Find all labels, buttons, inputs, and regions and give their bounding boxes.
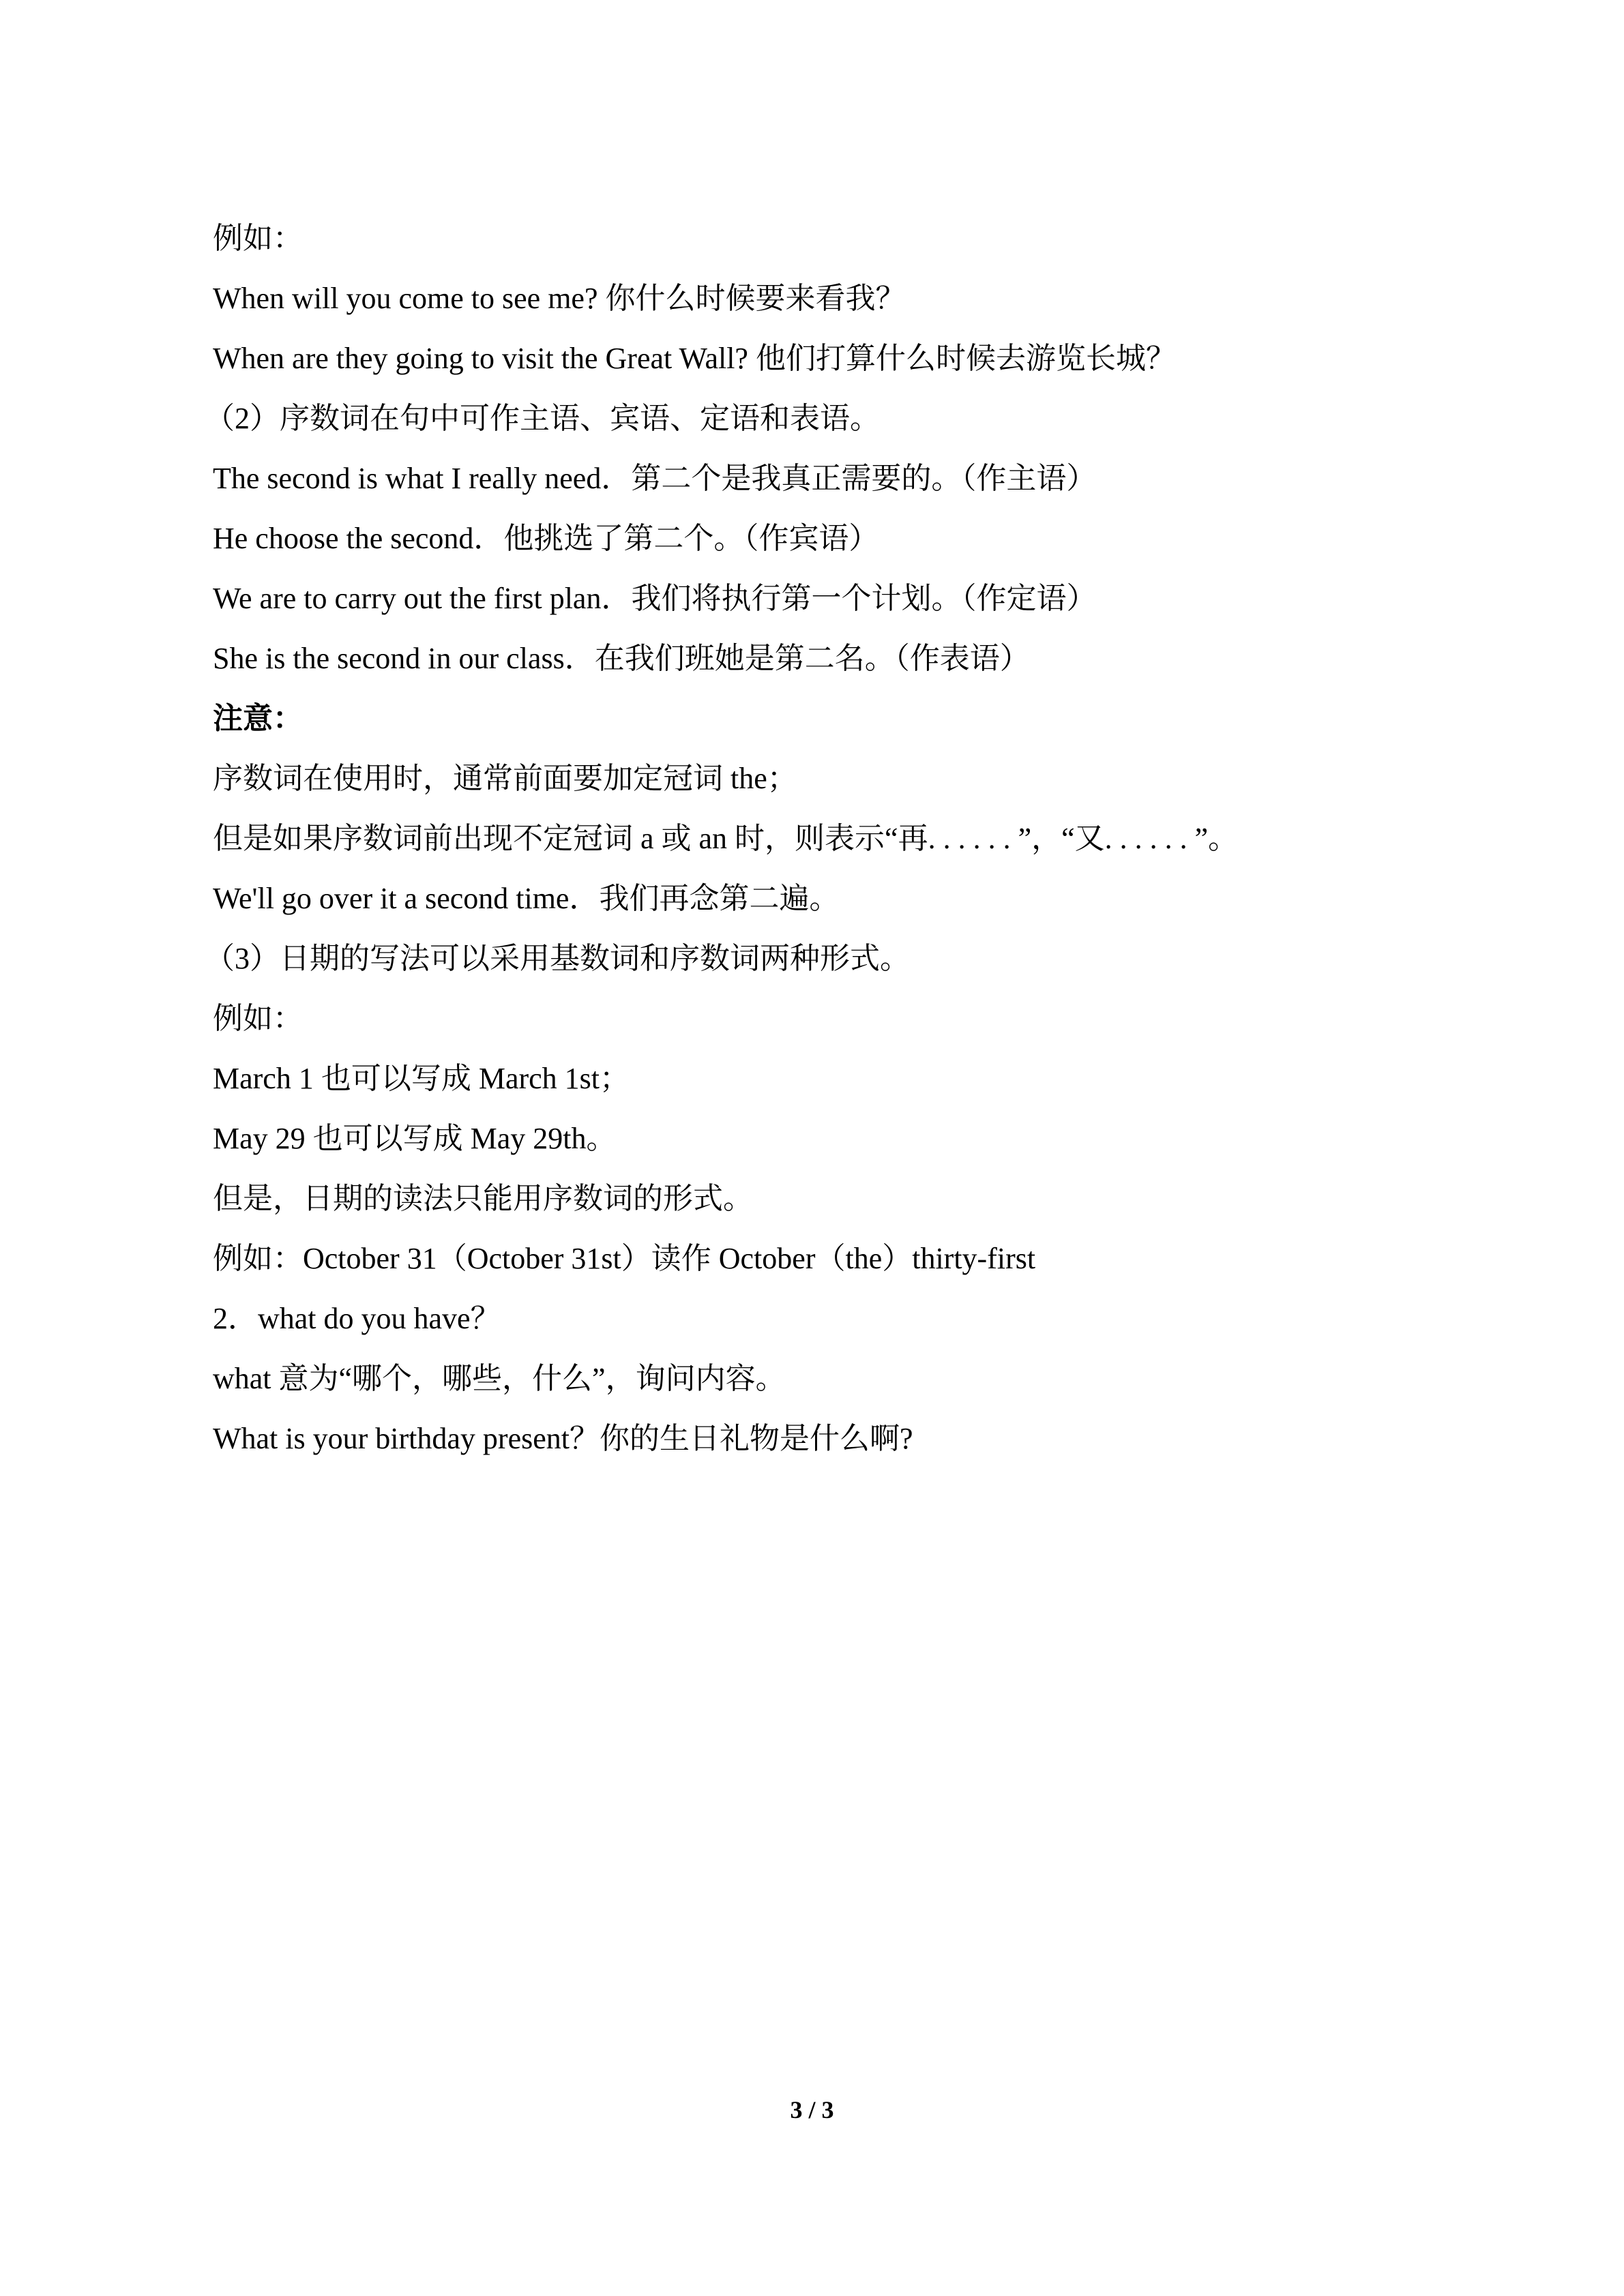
rule-heading: （2）序数词在句中可作主语、宾语、定语和表语。 [205,402,880,435]
example-sentence: 例如：October 31（October 31st）读作 October（the）thirty-first [213,1242,1036,1275]
example-sentence: When are they going to visit the Great Wall? 他们打算什么时候去游览长城？ [213,342,1176,375]
note-text: 但是，日期的读法只能用序数词的形式。 [213,1182,753,1215]
example-sentence: We are to carry out the first plan．我们将执行第一个计划。（作定语） [213,582,1097,615]
note-text: what 意为“哪个，哪些，什么”，询问内容。 [213,1362,786,1395]
example-sentence: We'll go over it a second time．我们再念第二遍。 [213,882,840,915]
example-sentence: The second is what I really need．第二个是我真正需要的。（作主语） [213,462,1097,495]
note-heading: 注意： [213,702,303,735]
document-body [205,209,1441,1469]
note-text: 序数词在使用时，通常前面要加定冠词 the； [213,762,797,795]
example-sentence: What is your birthday present？你的生日礼物是什么啊? [213,1422,913,1455]
example-sentence: When will you come to see me? 你什么时候要来看我？ [213,282,906,315]
example-heading: 例如： [213,1002,303,1035]
rule-heading: （3）日期的写法可以采用基数词和序数词两种形式。 [205,942,910,975]
note-text: 但是如果序数词前出现不定冠词 a 或 an 时，则表示“再. . . . . . ”，“又. . . . . . ”。 [213,822,1239,855]
example-sentence: She is the second in our class．在我们班她是第二名。（作表语） [213,642,1030,675]
section-heading: 2．what do you have？ [213,1302,501,1335]
example-sentence: March 1 也可以写成 March 1st； [213,1062,630,1095]
example-heading: 例如： [213,222,303,255]
example-sentence: May 29 也可以写成 May 29th。 [213,1122,617,1155]
page-number: 3 / 3 [790,2096,834,2123]
example-sentence: He choose the second．他挑选了第二个。（作宾语） [213,522,879,555]
